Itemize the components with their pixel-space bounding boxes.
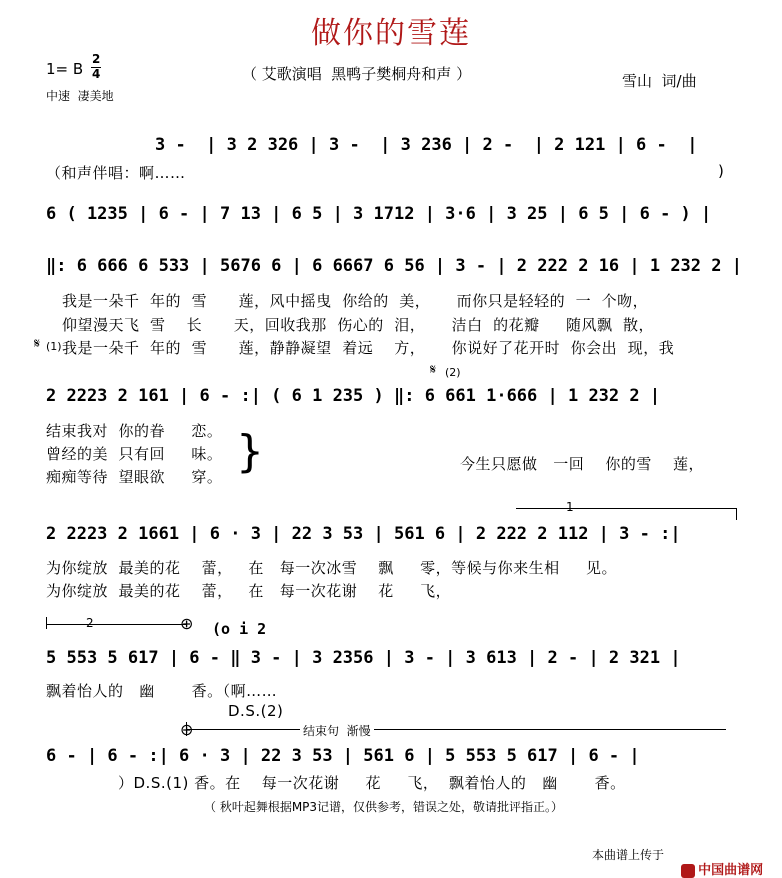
segno-1-tag: (1) bbox=[46, 340, 62, 353]
author-credit: 雪山 词/曲 bbox=[622, 72, 697, 90]
segno-2-icon: 𝄋 bbox=[430, 362, 437, 378]
ds2-marking: D.S.(2) bbox=[228, 702, 284, 720]
lyric-brace: } bbox=[236, 426, 264, 477]
lyric-line-7-a: ）D.S.(1) 香。在 每一次花谢 花 飞， 飘着怡人的 幽 香。 bbox=[118, 774, 626, 792]
time-signature-top: 2 bbox=[92, 52, 101, 66]
notation-line-1: 3 - | 3 2 326 | 3 - | 3 236 | 2 - | 2 121 | 6 - | bbox=[155, 135, 698, 155]
site-name: 中国曲谱网 bbox=[698, 863, 764, 878]
volta-1-end bbox=[736, 508, 737, 520]
segno-1-icon: 𝄋 bbox=[34, 336, 41, 352]
lyric-line-4-b: 曾经的美 只有回 味。 bbox=[46, 445, 223, 463]
notation-line-6: 5 553 5 617 | 6 - ‖ 3 - | 3 2356 | 3 - | 3 613 | 2 - | 2 321 | bbox=[46, 648, 681, 668]
coda-1-icon: ⊕ bbox=[180, 614, 194, 633]
insert-notes: (o i 2 bbox=[212, 620, 267, 638]
ending-label: 结束句 渐慢 bbox=[300, 722, 374, 739]
tempo-marking: 中速 凄美地 bbox=[46, 89, 114, 103]
notation-line-2: 6 ( 1235 | 6 - | 7 13 | 6 5 | 3 1712 | 3·6 | 3 25 | 6 5 | 6 - ) | bbox=[46, 204, 712, 224]
page-title: 做你的雪莲 bbox=[311, 16, 471, 51]
key-signature: 1= B bbox=[46, 60, 84, 78]
lyric-line-1-a: （和声伴唱：啊…… bbox=[46, 164, 186, 182]
lyric-line-5-b: 为你绽放 最美的花 蕾， 在 每一次花谢 花 飞， bbox=[46, 582, 452, 600]
segno-2-tag: (2) bbox=[445, 366, 461, 379]
notation-line-7: 6 - | 6 - :| 6 · 3 | 22 3 53 | 561 6 | 5 553 5 617 | 6 - | bbox=[46, 746, 640, 766]
ending-bracket-line bbox=[186, 729, 726, 730]
lyric-line-5-a: 为你绽放 最美的花 蕾， 在 每一次冰雪 飘 零，等候与你来生相 见。 bbox=[46, 559, 617, 577]
notation-line-5: 2 2223 2 1661 | 6 · 3 | 22 3 53 | 561 6 | 2 222 2 112 | 3 - :| bbox=[46, 524, 681, 544]
volta-1-bracket bbox=[516, 508, 736, 509]
lyric-line-3-a: 我是一朵千 年的 雪 莲，风中摇曳 你给的 美， 而你只是轻轻的 一 个吻， bbox=[62, 292, 649, 310]
lyric-line-6-a: 飘着怡人的 幽 香。（啊…… bbox=[46, 682, 278, 700]
volta-2-bracket bbox=[46, 624, 186, 625]
lyric-line-3-c: 我是一朵千 年的 雪 莲，静静凝望 着远 方， 你说好了花开时 你会出 现，我 bbox=[62, 339, 675, 357]
chorus-lyric-line: 今生只愿做 一回 你的雪 莲， bbox=[460, 455, 704, 473]
time-signature-bottom: 4 bbox=[92, 67, 101, 81]
volta-1-label: 1 bbox=[566, 500, 574, 514]
lyric-line-4-a: 结束我对 你的眷 恋。 bbox=[46, 422, 223, 440]
site-logo-icon bbox=[681, 864, 695, 878]
coda-2-icon: ⊕ bbox=[180, 720, 194, 739]
lyric-line-4-c: 痴痴等待 望眼欲 穿。 bbox=[46, 468, 223, 486]
upload-note: 本曲谱上传于 bbox=[592, 848, 665, 862]
volta-2-label: 2 bbox=[86, 616, 94, 630]
transcription-note: （ 秋叶起舞根据MP3记谱，仅供参考，错误之处，敬请批评指正。） bbox=[204, 800, 564, 814]
lyric-line-3-b: 仰望漫天飞 雪 长 天，回收我那 伤心的 泪， 洁白 的花瓣 随风飘 散， bbox=[62, 316, 655, 334]
site-logo bbox=[672, 844, 763, 878]
singer-credit: （ 艾歌演唱 黑鸭子樊桐舟和声 ） bbox=[242, 65, 472, 83]
volta-2-start bbox=[46, 617, 47, 629]
notation-line-3: ‖: 6 666 6 533 | 5676 6 | 6 6667 6 56 | 3 - | 2 222 2 16 | 1 232 2 | bbox=[46, 256, 742, 276]
notation-line-4: 2 2223 2 161 | 6 - :| ( 6 1 235 ) ‖: 6 661 1·666 | 1 232 2 | bbox=[46, 386, 661, 406]
lyric-line-1-b: ) bbox=[718, 162, 725, 180]
